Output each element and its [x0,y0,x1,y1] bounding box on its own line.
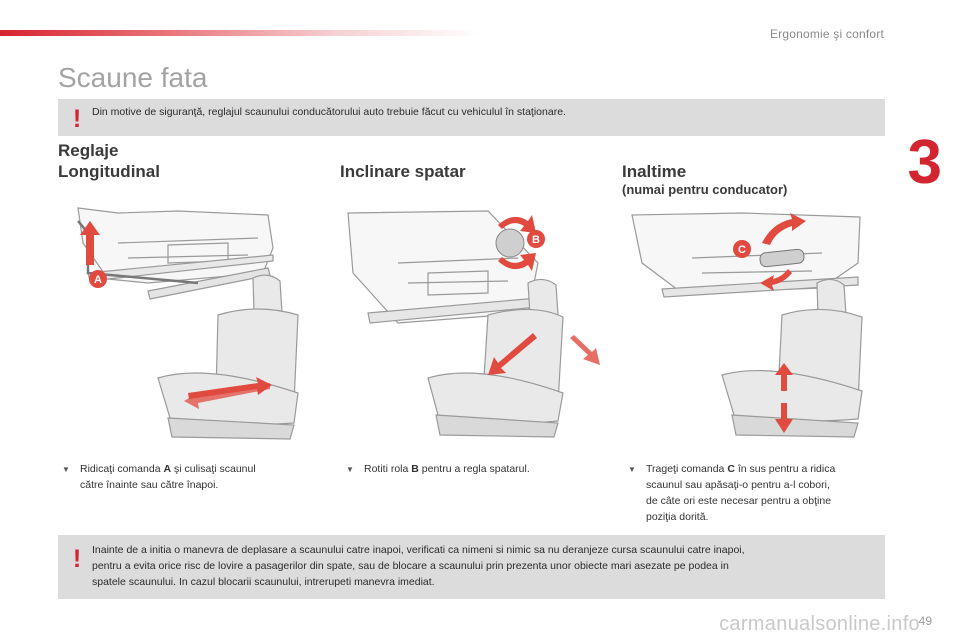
illustration-longitudinal [58,203,318,443]
instruction-height [628,461,888,525]
instruction-text: Trageţi comanda [646,463,728,475]
arrow-backrest-back [570,335,600,365]
instruction-key: C [727,463,735,475]
instruction-longitudinal [62,461,322,493]
heading-reglaje: Reglaje [58,141,119,160]
section-header: Ergonomie şi confort [769,27,884,41]
heading-inaltime: Inaltime [622,162,687,181]
chapter-number: 3 [907,128,942,197]
header-accent-bar [0,30,480,36]
warning-box-bottom [58,535,885,599]
seat-rail-diagram [78,208,273,299]
subheading-driver-only: (numai pentru conducator) [622,182,788,197]
warning-exclamation-icon: ! [72,545,82,573]
warning-line: spatele scaunului. In cazul blocarii scaunului, intrerupeti manevra imediat. [92,576,435,588]
instruction-text: pentru a regla spatarul. [418,463,530,475]
warning-exclamation-icon: ! [72,105,82,133]
page-number: 49 [918,614,932,628]
warning-box-top [58,99,885,136]
instruction-text: Ridicaţi comanda [80,463,164,475]
warning-line: Inainte de a initia o manevra de deplasare a scaunului catre inapoi, verificati ca nimeni si nimic sa nu deranjeze cursa scaunului catre inapoi, [92,544,745,556]
label-b-text: B [532,234,540,246]
heading-longitudinal: Longitudinal [58,162,160,181]
illustration-inclinare-spatar [338,203,608,443]
instruction-text: şi culisaţi scaunul [171,463,256,475]
instruction-key: B [411,463,419,475]
instruction-text: către înainte sau către înapoi. [80,479,219,491]
bullet-triangle-icon: ▼ [62,465,70,474]
warning-line: pentru a evita orice risc de lovire a pasagerilor din spate, sau de blocare a scaunului prin prezenta unor obiecte mari asezate pe podea in [92,560,729,572]
seat-diagram [158,275,298,439]
backrest-knob [496,229,524,257]
heading-inclinare-spatar: Inclinare spatar [340,162,466,181]
bullet-triangle-icon: ▼ [628,465,636,474]
warning-text-top: Din motive de siguranţă, reglajul scaunului conducătorului auto trebuie făcut cu vehiculul în staţionare. [92,106,566,118]
illustration-inaltime [622,203,884,443]
page-title: Scaune fata [58,62,208,93]
watermark: carmanualsonline.info [719,613,920,635]
label-c-text: C [738,244,746,256]
warning-text-bottom [92,542,872,590]
instruction-text: în sus pentru a ridica [734,463,836,475]
label-a-text: A [94,274,102,286]
instruction-backrest [346,461,606,478]
instruction-text: de câte ori este necesar pentru a obţine [646,495,832,507]
seat-diagram [722,279,862,437]
bullet-triangle-icon: ▼ [346,465,354,474]
instruction-text: Rotiti rola [364,463,412,475]
instruction-text: poziţia dorită. [646,511,709,523]
instruction-text: scaunul sau apăsaţi-o pentru a-l cobori, [646,479,830,491]
instruction-key: A [163,463,172,475]
